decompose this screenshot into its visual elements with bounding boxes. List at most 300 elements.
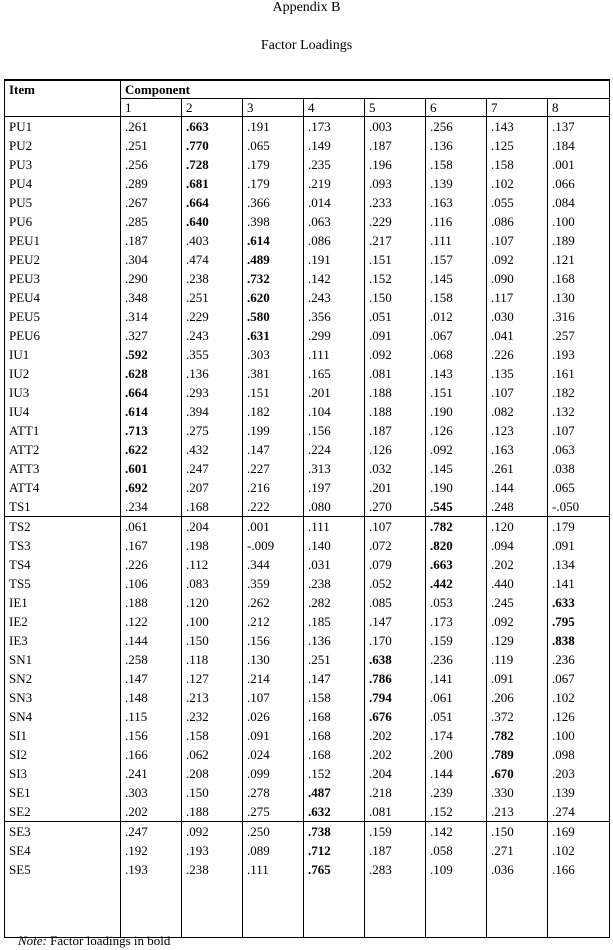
loading-cell: .170 (365, 631, 426, 650)
table-row (5, 269, 610, 288)
loading-cell: .092 (365, 345, 426, 364)
table-row (5, 478, 610, 497)
component-number: 5 (365, 99, 426, 117)
table-row (5, 117, 610, 137)
loading-cell: .140 (304, 536, 365, 555)
loading-cell: .313 (304, 459, 365, 478)
loading-cell: .344 (243, 555, 304, 574)
loading-cell: .084 (548, 193, 610, 212)
loading-cell-bold: .765 (304, 860, 365, 879)
loading-cell-bold: .728 (182, 155, 243, 174)
table-row (5, 193, 610, 212)
loading-cell: .144 (487, 478, 548, 497)
loading-cell: .257 (548, 326, 610, 345)
loading-cell: .126 (548, 707, 610, 726)
table-row (5, 174, 610, 193)
loading-cell: .236 (426, 650, 487, 669)
item-label: SN3 (9, 690, 33, 705)
loading-cell: .218 (365, 783, 426, 802)
loading-cell-bold: .628 (121, 364, 182, 383)
loading-cell: .099 (243, 764, 304, 783)
loading-cell: .168 (304, 745, 365, 764)
loading-cell: .184 (548, 136, 610, 155)
loading-cell: .187 (121, 231, 182, 250)
loading-cell: .187 (365, 841, 426, 860)
item-label: SE2 (5, 802, 121, 822)
loading-cell: .327 (121, 326, 182, 345)
loading-cell: .145 (426, 459, 487, 478)
loading-cell: .135 (487, 364, 548, 383)
loading-cell-bold: .794 (365, 688, 426, 707)
loading-cell: .030 (487, 307, 548, 326)
table-row (5, 402, 610, 421)
loading-cell: .072 (365, 536, 426, 555)
table-subtitle: Factor Loadings (260, 38, 353, 53)
loading-cell: .165 (304, 364, 365, 383)
loading-cell: .239 (426, 783, 487, 802)
loading-cell: .168 (304, 707, 365, 726)
loading-cell: .012 (426, 307, 487, 326)
loading-cell: .150 (487, 822, 548, 842)
loading-cell-bold: .622 (121, 440, 182, 459)
item-label: SI2 (9, 747, 28, 762)
loading-cell: .058 (426, 841, 487, 860)
table-row (5, 612, 610, 631)
loading-cell: .250 (243, 822, 304, 842)
loading-cell: .234 (121, 497, 182, 517)
loading-cell: .036 (487, 860, 548, 879)
item-label: TS2 (9, 519, 31, 534)
loading-cell-bold: .640 (182, 212, 243, 231)
loading-cell: .191 (243, 117, 304, 137)
loading-cell: .222 (243, 497, 304, 517)
loading-cell: .168 (304, 726, 365, 745)
loading-cell: .216 (243, 478, 304, 497)
loading-cell: .066 (548, 174, 610, 193)
loading-cell: .262 (243, 593, 304, 612)
loading-cell-bold: .782 (426, 517, 487, 537)
item-label: PEU2 (9, 252, 41, 267)
loading-cell: .148 (121, 688, 182, 707)
loading-cell: .094 (487, 536, 548, 555)
loading-cell: .189 (548, 231, 610, 250)
loading-cell-bold: .442 (426, 574, 487, 593)
loading-cell: .109 (426, 860, 487, 879)
item-label: IU4 (9, 404, 30, 419)
loading-cell: .144 (121, 631, 182, 650)
loading-cell: .147 (121, 669, 182, 688)
component-number: 4 (304, 99, 365, 117)
loading-cell: .166 (548, 860, 610, 879)
item-label: PU2 (9, 138, 33, 153)
loading-cell: .143 (426, 364, 487, 383)
loading-cell: .185 (304, 612, 365, 631)
loading-cell: .168 (548, 269, 610, 288)
item-label: SN4 (9, 709, 33, 724)
loading-cell: .251 (182, 288, 243, 307)
loading-cell: .267 (121, 193, 182, 212)
loading-cell: .187 (365, 421, 426, 440)
loading-cell-bold: .664 (182, 193, 243, 212)
loading-cell-bold: .631 (243, 326, 304, 345)
loading-cell: .082 (487, 402, 548, 421)
loading-cell: .201 (304, 383, 365, 402)
loading-cell: .014 (304, 193, 365, 212)
item-label: ATT3 (9, 461, 40, 476)
loading-cell: .122 (121, 612, 182, 631)
loading-cell: .136 (426, 136, 487, 155)
loading-cell: .217 (365, 231, 426, 250)
loading-cell: .032 (365, 459, 426, 478)
loading-cell: .107 (243, 688, 304, 707)
loading-cell: .290 (121, 269, 182, 288)
loading-cell: .270 (365, 497, 426, 517)
loading-cell: .188 (365, 402, 426, 421)
loading-cell: .147 (243, 440, 304, 459)
loading-cell: .120 (487, 517, 548, 537)
table-row (5, 307, 610, 326)
item-label: SN1 (9, 652, 33, 667)
loading-cell-bold: .732 (243, 269, 304, 288)
table-row (5, 517, 610, 537)
loading-cell: .224 (304, 440, 365, 459)
item-label: IE1 (9, 595, 28, 610)
loading-cell: .081 (365, 364, 426, 383)
loading-cell: .079 (365, 555, 426, 574)
loading-cell: .275 (182, 421, 243, 440)
loading-cell: .226 (121, 555, 182, 574)
table-row (5, 745, 610, 764)
loading-cell: .158 (304, 688, 365, 707)
table-row (5, 764, 610, 783)
loading-cell: .161 (548, 364, 610, 383)
loading-cell: .355 (182, 345, 243, 364)
loading-cell: .107 (548, 421, 610, 440)
loading-cell: .065 (243, 136, 304, 155)
table-row (5, 707, 610, 726)
loading-cell: .085 (365, 593, 426, 612)
loading-cell-bold: .614 (121, 402, 182, 421)
loading-cell: .198 (182, 536, 243, 555)
loading-cell: .053 (426, 593, 487, 612)
loading-cell: .202 (365, 726, 426, 745)
loading-cell: .243 (304, 288, 365, 307)
loading-cell: .024 (243, 745, 304, 764)
loading-cell: .182 (243, 402, 304, 421)
loading-cell: .089 (243, 841, 304, 860)
loading-cell: .188 (365, 383, 426, 402)
loading-cell: .159 (365, 822, 426, 842)
loading-cell: -.050 (548, 497, 610, 517)
loading-cell: .201 (365, 478, 426, 497)
loading-cell: .204 (182, 517, 243, 537)
loading-cell: .243 (182, 326, 243, 345)
loading-cell: .179 (243, 155, 304, 174)
loading-cell: .111 (426, 231, 487, 250)
loading-cell-bold: .782 (487, 726, 548, 745)
loading-cell-bold: .664 (121, 383, 182, 402)
loading-cell: .206 (487, 688, 548, 707)
loading-cell-bold: .663 (182, 117, 243, 137)
loading-cell: .107 (487, 383, 548, 402)
loading-cell-bold: .770 (182, 136, 243, 155)
loading-cell: .137 (548, 117, 610, 137)
loading-cell: .193 (121, 860, 182, 879)
loading-cell: .299 (304, 326, 365, 345)
loading-cell: .093 (365, 174, 426, 193)
loading-cell: .191 (304, 250, 365, 269)
loading-cell: .432 (182, 440, 243, 459)
loading-cell: .403 (182, 231, 243, 250)
loading-cell: .271 (487, 841, 548, 860)
loading-cell-bold: .786 (365, 669, 426, 688)
loading-cell: .238 (304, 574, 365, 593)
loading-cell: .121 (548, 250, 610, 269)
loading-cell: .117 (487, 288, 548, 307)
component-number: 1 (121, 99, 182, 117)
loading-cell: .238 (182, 860, 243, 879)
loading-cell: .179 (243, 174, 304, 193)
loading-cell-bold: .676 (365, 707, 426, 726)
loading-cell: .142 (426, 822, 487, 842)
loading-cell: .150 (365, 288, 426, 307)
loading-cell: .112 (182, 555, 243, 574)
item-label: ATT4 (9, 480, 40, 495)
loading-cell: .151 (243, 383, 304, 402)
table-row (5, 841, 610, 860)
table-note (18, 933, 170, 949)
loading-cell: .090 (487, 269, 548, 288)
loading-cell: .203 (548, 764, 610, 783)
loading-cell: .086 (487, 212, 548, 231)
item-header: Item (5, 80, 121, 117)
loading-cell: .001 (548, 155, 610, 174)
loading-cell: .182 (548, 383, 610, 402)
table-blank-space (5, 879, 610, 938)
table-row (5, 631, 610, 650)
table-row (5, 326, 610, 345)
component-number: 8 (548, 99, 610, 117)
item-label: TS5 (9, 576, 31, 591)
loading-cell: .229 (365, 212, 426, 231)
table-row (5, 783, 610, 802)
item-label: PEU1 (9, 233, 41, 248)
loading-cell: .274 (548, 802, 610, 822)
loading-cell: .150 (182, 783, 243, 802)
item-label: ATT1 (9, 423, 40, 438)
loading-cell: .041 (487, 326, 548, 345)
loading-cell: .156 (304, 421, 365, 440)
loading-cell: .200 (426, 745, 487, 764)
loading-cell: .147 (304, 669, 365, 688)
table-row (5, 231, 610, 250)
loading-cell: .111 (304, 517, 365, 537)
loading-cell: .091 (487, 669, 548, 688)
table-row (5, 212, 610, 231)
loading-cell: .213 (182, 688, 243, 707)
loading-cell: .152 (426, 802, 487, 822)
item-label: SE3 (9, 824, 31, 839)
loading-cell-bold: .601 (121, 459, 182, 478)
loading-cell: .100 (182, 612, 243, 631)
component-number: 2 (182, 99, 243, 117)
loading-cell: .372 (487, 707, 548, 726)
loading-cell: .139 (548, 783, 610, 802)
loading-cell: .173 (304, 117, 365, 137)
loading-cell: .261 (487, 459, 548, 478)
loading-cell: .136 (304, 631, 365, 650)
loading-cell: .091 (548, 536, 610, 555)
loading-cell: .166 (121, 745, 182, 764)
loading-cell: .212 (243, 612, 304, 631)
loading-cell: .196 (365, 155, 426, 174)
loading-cell: .001 (243, 517, 304, 537)
loading-cell: .163 (426, 193, 487, 212)
loading-cell: .052 (365, 574, 426, 593)
loading-cell: .126 (426, 421, 487, 440)
loading-cell: .247 (121, 822, 182, 842)
loading-cell-bold: .592 (121, 345, 182, 364)
loading-cell: .169 (548, 822, 610, 842)
loading-cell: .187 (365, 136, 426, 155)
loading-cell: .132 (548, 402, 610, 421)
loading-cell-bold: .681 (182, 174, 243, 193)
loading-cell: .063 (548, 440, 610, 459)
loading-cell: .062 (182, 745, 243, 764)
loading-cell: .116 (426, 212, 487, 231)
loading-cell: .251 (304, 650, 365, 669)
loading-cell: .190 (426, 478, 487, 497)
loading-cell: .067 (426, 326, 487, 345)
loading-cell: .227 (243, 459, 304, 478)
loading-cell-bold: .692 (121, 478, 182, 497)
item-label: SI3 (9, 766, 28, 781)
table-row (5, 802, 610, 822)
table-row (5, 250, 610, 269)
loading-cell: .304 (121, 250, 182, 269)
loading-cell: .152 (365, 269, 426, 288)
table-row (5, 860, 610, 879)
item-label: PEU3 (9, 271, 41, 286)
loading-cell: .068 (426, 345, 487, 364)
table-row (5, 726, 610, 745)
loading-cell: .159 (426, 631, 487, 650)
loading-cell: .190 (426, 402, 487, 421)
component-number: 7 (487, 99, 548, 117)
table-row (5, 288, 610, 307)
table-row (5, 497, 610, 517)
loading-cell: .168 (182, 497, 243, 517)
table-row (5, 383, 610, 402)
loading-cell: .134 (548, 555, 610, 574)
item-label: SE5 (9, 862, 31, 877)
loading-cell: .256 (121, 155, 182, 174)
loading-cell: .293 (182, 383, 243, 402)
loading-cell-bold: .670 (487, 764, 548, 783)
loading-cell: .188 (182, 802, 243, 822)
loading-cell: .150 (182, 631, 243, 650)
loading-cell: .092 (487, 612, 548, 631)
table-row (5, 421, 610, 440)
item-label: PEU6 (9, 328, 41, 343)
item-label: IU1 (9, 347, 30, 362)
component-number: 6 (426, 99, 487, 117)
loading-cell: .092 (487, 250, 548, 269)
note-text: Factor loadings in bold (46, 933, 171, 948)
loading-cell: .238 (182, 269, 243, 288)
loading-cell: .115 (121, 707, 182, 726)
loading-cell: .381 (243, 364, 304, 383)
loading-cell: .080 (304, 497, 365, 517)
loading-cell: .038 (548, 459, 610, 478)
loading-cell: .061 (426, 688, 487, 707)
loading-cell: .081 (365, 802, 426, 822)
loading-cell: .092 (182, 822, 243, 842)
loading-cell: .100 (548, 212, 610, 231)
loading-cell: -.009 (243, 536, 304, 555)
loading-cell: .051 (426, 707, 487, 726)
loading-cell: .031 (304, 555, 365, 574)
factor-loadings-table (4, 79, 610, 938)
loading-cell: .213 (487, 802, 548, 822)
loading-cell: .247 (182, 459, 243, 478)
loading-cell: .285 (121, 212, 182, 231)
loading-cell: .245 (487, 593, 548, 612)
item-label: PU3 (9, 157, 33, 172)
loading-cell: .202 (121, 802, 182, 822)
loading-cell: .167 (121, 536, 182, 555)
item-label: PU5 (9, 195, 33, 210)
loading-cell-bold: .632 (304, 802, 365, 822)
table-row (5, 555, 610, 574)
loading-cell: .173 (426, 612, 487, 631)
loading-cell-bold: .738 (304, 822, 365, 842)
loading-cell: .241 (121, 764, 182, 783)
item-label: IE2 (9, 614, 28, 629)
loading-cell: .130 (243, 650, 304, 669)
loading-cell: .174 (426, 726, 487, 745)
loading-cell: .152 (304, 764, 365, 783)
loading-cell: .026 (243, 707, 304, 726)
loading-cell: .151 (365, 250, 426, 269)
loading-cell: .149 (304, 136, 365, 155)
loading-cell-bold: .489 (243, 250, 304, 269)
loading-cell: .303 (243, 345, 304, 364)
loading-cell: .193 (182, 841, 243, 860)
loading-cell: .158 (426, 288, 487, 307)
loading-cell: .359 (243, 574, 304, 593)
loading-cell: .111 (304, 345, 365, 364)
loading-cell: .144 (426, 764, 487, 783)
loading-cell: .106 (121, 574, 182, 593)
item-label: PU6 (9, 214, 33, 229)
loading-cell: .236 (548, 650, 610, 669)
loading-cell-bold: .820 (426, 536, 487, 555)
loading-cell: .120 (182, 593, 243, 612)
loading-cell: .440 (487, 574, 548, 593)
item-label: IE3 (9, 633, 28, 648)
loading-cell: .139 (426, 174, 487, 193)
loading-cell: .226 (487, 345, 548, 364)
table-row (5, 822, 610, 842)
loading-cell: .366 (243, 193, 304, 212)
loading-cell: .156 (121, 726, 182, 745)
item-label: PU1 (9, 119, 33, 134)
loading-cell: .157 (426, 250, 487, 269)
loading-cell: .261 (121, 117, 182, 137)
loading-cell: .123 (487, 421, 548, 440)
component-header: Component (121, 80, 610, 99)
